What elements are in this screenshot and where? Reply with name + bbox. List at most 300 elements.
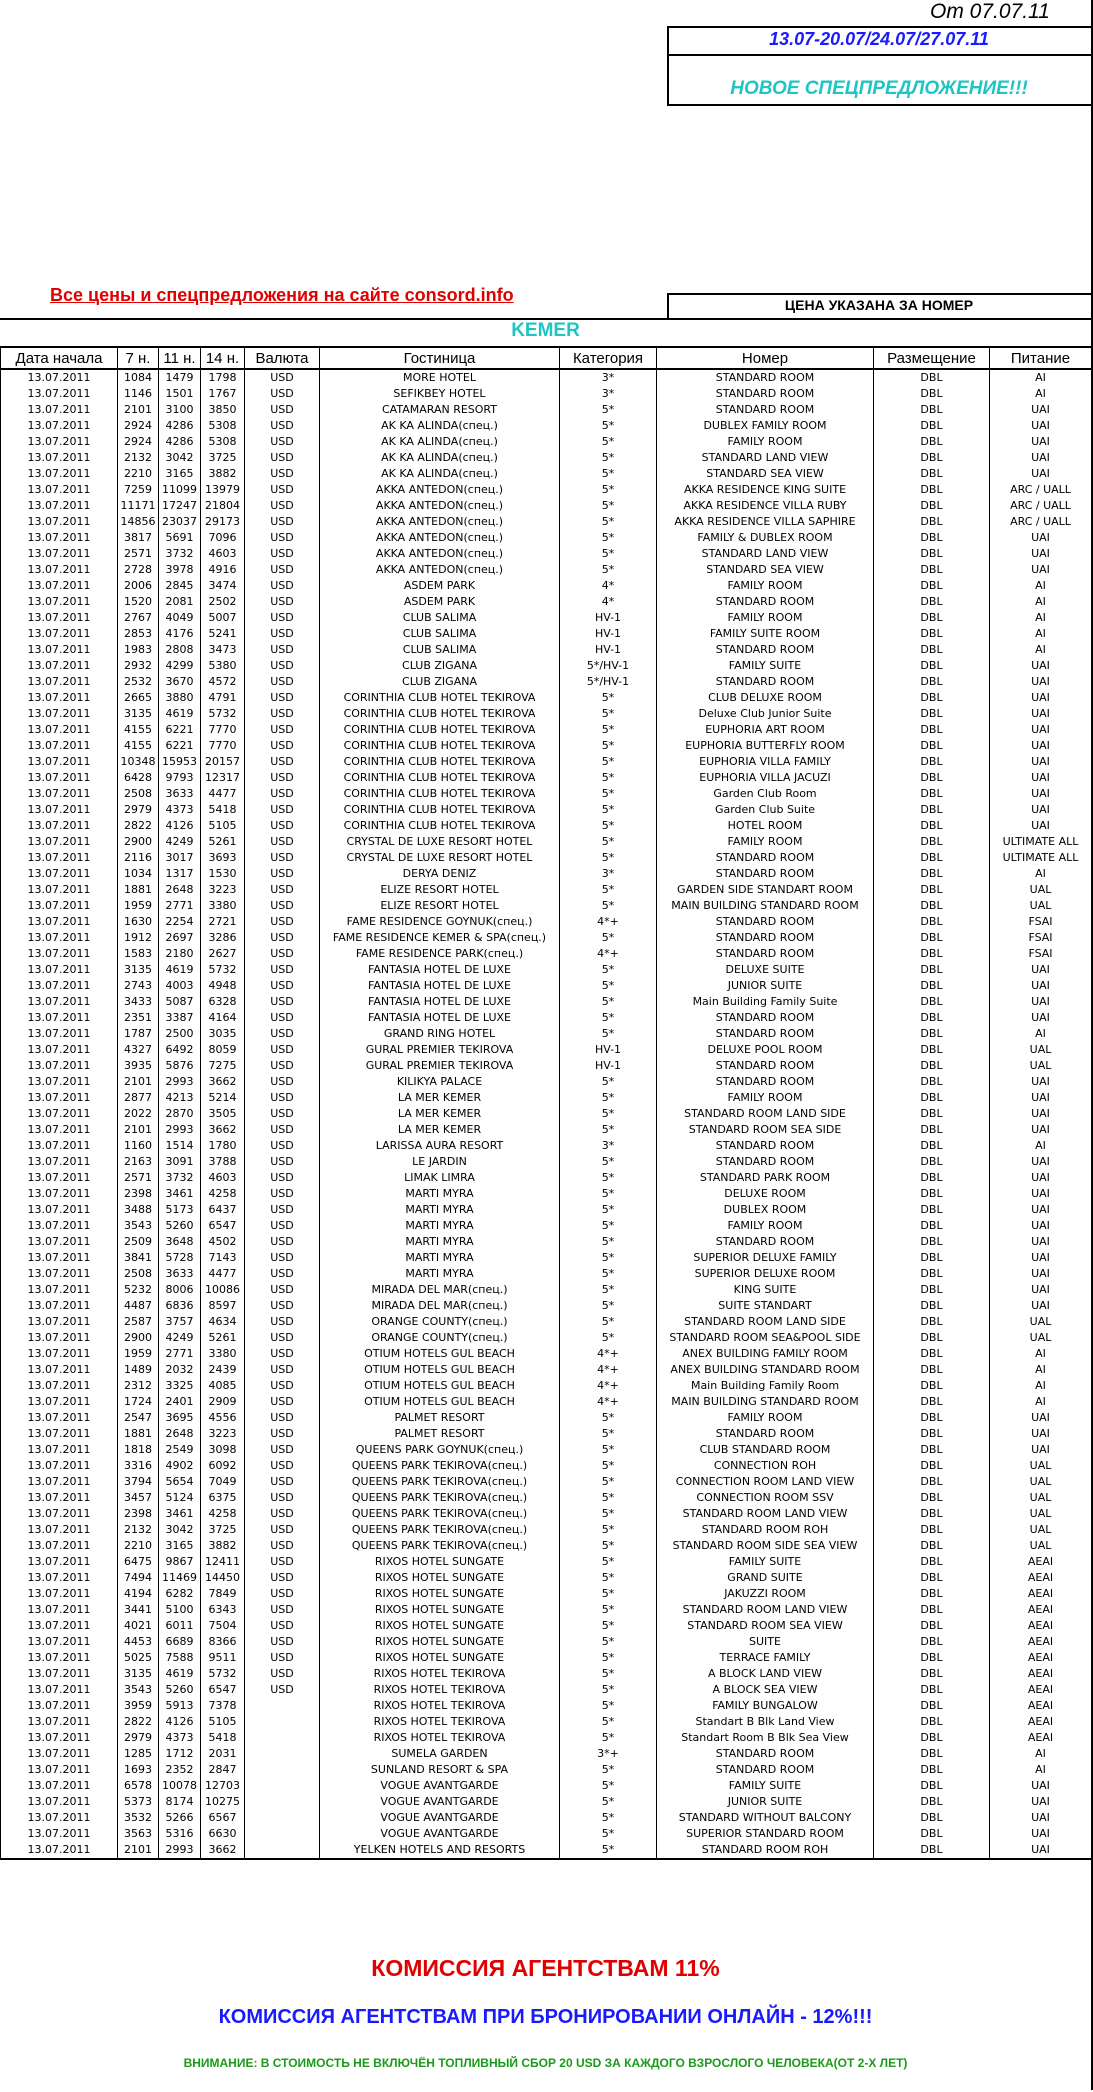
table-row bbox=[1, 1826, 1092, 1842]
col-hotel-cell: CLUB ZIGANA bbox=[320, 674, 560, 690]
col-start-date-cell: 13.07.2011 bbox=[1, 1618, 118, 1634]
col-room-cell: FAMILY ROOM bbox=[657, 1410, 874, 1426]
col-placement-cell: DBL bbox=[874, 1810, 990, 1826]
commission-text: КОМИССИЯ АГЕНТСТВАМ 11% bbox=[371, 1955, 720, 1981]
col-meal-cell: AI bbox=[990, 642, 1092, 658]
price-table bbox=[0, 346, 1092, 1860]
col-start-date-cell: 13.07.2011 bbox=[1, 594, 118, 610]
col-11n-cell: 4126 bbox=[159, 1714, 201, 1730]
col-category-cell: HV-1 bbox=[560, 1042, 657, 1058]
site-link[interactable]: Все цены и спецпредложения на сайте consord.info bbox=[50, 285, 514, 305]
col-placement-cell: DBL bbox=[874, 1730, 990, 1746]
col-category-cell: 4*+ bbox=[560, 1394, 657, 1410]
col-hotel-cell: RIXOS HOTEL SUNGATE bbox=[320, 1586, 560, 1602]
col-start-date-cell: 13.07.2011 bbox=[1, 802, 118, 818]
col-placement-cell: DBL bbox=[874, 482, 990, 498]
col-room-cell: STANDARD ROOM bbox=[657, 642, 874, 658]
col-7n-cell: 7259 bbox=[118, 482, 159, 498]
col-11n-cell: 5260 bbox=[159, 1218, 201, 1234]
col-currency-cell: USD bbox=[245, 1218, 320, 1234]
col-start-date-cell: 13.07.2011 bbox=[1, 1602, 118, 1618]
col-placement-cell: DBL bbox=[874, 962, 990, 978]
col-room-cell: STANDARD ROOM bbox=[657, 1762, 874, 1778]
col-hotel-cell: MARTI MYRA bbox=[320, 1266, 560, 1282]
col-placement-cell: DBL bbox=[874, 690, 990, 706]
col-hotel-cell: MORE HOTEL bbox=[320, 369, 560, 386]
col-meal-cell: ARC / UALL bbox=[990, 498, 1092, 514]
col-hotel-cell: MIRADA DEL MAR(спец.) bbox=[320, 1282, 560, 1298]
col-11n-cell: 2697 bbox=[159, 930, 201, 946]
table-row bbox=[1, 818, 1092, 834]
col-currency-cell: USD bbox=[245, 1650, 320, 1666]
table-row bbox=[1, 1762, 1092, 1778]
col-14n-cell: 4572 bbox=[201, 674, 245, 690]
col-placement-cell: DBL bbox=[874, 1362, 990, 1378]
col-meal-cell: UAL bbox=[990, 882, 1092, 898]
col-placement-cell: DBL bbox=[874, 1634, 990, 1650]
col-meal-cell: UAI bbox=[990, 994, 1092, 1010]
col-placement-cell: DBL bbox=[874, 530, 990, 546]
table-row bbox=[1, 706, 1092, 722]
col-7n-cell: 2547 bbox=[118, 1410, 159, 1426]
col-placement-cell: DBL bbox=[874, 642, 990, 658]
col-start-date-cell: 13.07.2011 bbox=[1, 1762, 118, 1778]
col-hotel-cell: CORINTHIA CLUB HOTEL TEKIROVA bbox=[320, 802, 560, 818]
col-placement-cell: DBL bbox=[874, 786, 990, 802]
col-hotel-cell: AK KA ALINDA(спец.) bbox=[320, 450, 560, 466]
col-meal-cell: UAI bbox=[990, 1074, 1092, 1090]
col-hotel-cell: GURAL PREMIER TEKIROVA bbox=[320, 1042, 560, 1058]
col-room-cell: STANDARD ROOM bbox=[657, 386, 874, 402]
col-currency-cell: USD bbox=[245, 369, 320, 386]
col-meal-cell: UAI bbox=[990, 978, 1092, 994]
col-hotel-cell: AKKA ANTEDON(спец.) bbox=[320, 530, 560, 546]
col-room-cell: STANDARD ROOM LAND VIEW bbox=[657, 1602, 874, 1618]
col-start-date-cell: 13.07.2011 bbox=[1, 1186, 118, 1202]
col-11n-cell: 4249 bbox=[159, 834, 201, 850]
table-row bbox=[1, 738, 1092, 754]
col-start-date-cell: 13.07.2011 bbox=[1, 1394, 118, 1410]
col-hotel-cell: MARTI MYRA bbox=[320, 1234, 560, 1250]
table-row bbox=[1, 1602, 1092, 1618]
col-category-cell: 3* bbox=[560, 369, 657, 386]
col-14n-cell: 1780 bbox=[201, 1138, 245, 1154]
col-placement-cell: DBL bbox=[874, 1378, 990, 1394]
col-currency-cell: USD bbox=[245, 1506, 320, 1522]
col-11n-cell: 6836 bbox=[159, 1298, 201, 1314]
table-row bbox=[1, 1458, 1092, 1474]
col-7n-cell: 2101 bbox=[118, 1074, 159, 1090]
col-meal-cell: AI bbox=[990, 1746, 1092, 1762]
col-11n-cell: 7588 bbox=[159, 1650, 201, 1666]
col-start-date-cell: 13.07.2011 bbox=[1, 642, 118, 658]
col-11n-cell: 3633 bbox=[159, 786, 201, 802]
col-14n-cell: 5380 bbox=[201, 658, 245, 674]
col-category-cell: 5* bbox=[560, 1506, 657, 1522]
col-7n-cell: 2877 bbox=[118, 1090, 159, 1106]
col-14n-cell: 6328 bbox=[201, 994, 245, 1010]
col-11n-cell: 3461 bbox=[159, 1506, 201, 1522]
col-start-date-cell: 13.07.2011 bbox=[1, 1746, 118, 1762]
col-category-cell: 5* bbox=[560, 1554, 657, 1570]
col-meal-cell: ULTIMATE ALL bbox=[990, 834, 1092, 850]
col-7n-cell: 2006 bbox=[118, 578, 159, 594]
col-7n-cell: 10348 bbox=[118, 754, 159, 770]
col-meal-cell: UAI bbox=[990, 1106, 1092, 1122]
col-currency-cell: USD bbox=[245, 594, 320, 610]
col-meal-cell: UAL bbox=[990, 1042, 1092, 1058]
col-7n-cell: 3457 bbox=[118, 1490, 159, 1506]
col-currency-cell: USD bbox=[245, 562, 320, 578]
col-hotel-cell: SUMELA GARDEN bbox=[320, 1746, 560, 1762]
col-room-cell: MAIN BUILDING STANDARD ROOM bbox=[657, 1394, 874, 1410]
col-7n-cell: 3543 bbox=[118, 1218, 159, 1234]
col-14n-cell: 3223 bbox=[201, 882, 245, 898]
table-row bbox=[1, 450, 1092, 466]
col-11n-cell: 4902 bbox=[159, 1458, 201, 1474]
col-room-cell: DUBLEX FAMILY ROOM bbox=[657, 418, 874, 434]
col-14n-cell: 4948 bbox=[201, 978, 245, 994]
col-11n-cell: 5124 bbox=[159, 1490, 201, 1506]
region-title: KEMER bbox=[511, 320, 580, 341]
col-meal-cell: UAI bbox=[990, 1794, 1092, 1810]
col-7n-cell: 2822 bbox=[118, 1714, 159, 1730]
col-start-date-cell: 13.07.2011 bbox=[1, 1138, 118, 1154]
col-11n-cell: 17247 bbox=[159, 498, 201, 514]
col-7n-cell: 7494 bbox=[118, 1570, 159, 1586]
col-category-cell: 5* bbox=[560, 1618, 657, 1634]
col-category-cell: 5*/HV-1 bbox=[560, 674, 657, 690]
col-11n-cell: 3732 bbox=[159, 546, 201, 562]
col-placement-cell: DBL bbox=[874, 722, 990, 738]
col-placement-cell: DBL bbox=[874, 1682, 990, 1698]
col-11n-cell: 1479 bbox=[159, 369, 201, 386]
col-currency-cell: USD bbox=[245, 1586, 320, 1602]
col-meal-cell: UAI bbox=[990, 1426, 1092, 1442]
col-placement-cell: DBL bbox=[874, 498, 990, 514]
col-currency-cell: USD bbox=[245, 962, 320, 978]
col-7n-cell: 2932 bbox=[118, 658, 159, 674]
col-hotel-cell: RIXOS HOTEL SUNGATE bbox=[320, 1602, 560, 1618]
col-hotel-cell: CORINTHIA CLUB HOTEL TEKIROVA bbox=[320, 754, 560, 770]
col-currency-cell: USD bbox=[245, 1682, 320, 1698]
col-currency-cell: USD bbox=[245, 546, 320, 562]
col-11n-cell: 3670 bbox=[159, 674, 201, 690]
col-currency-cell: USD bbox=[245, 658, 320, 674]
col-currency-cell: USD bbox=[245, 754, 320, 770]
col-category-cell: 5* bbox=[560, 850, 657, 866]
table-row bbox=[1, 802, 1092, 818]
col-11n-cell: 2993 bbox=[159, 1122, 201, 1138]
col-room-cell: EUPHORIA ART ROOM bbox=[657, 722, 874, 738]
col-14n-cell: 13979 bbox=[201, 482, 245, 498]
col-7n-cell: 2022 bbox=[118, 1106, 159, 1122]
col-7n-cell: 2508 bbox=[118, 1266, 159, 1282]
col-placement-cell: DBL bbox=[874, 578, 990, 594]
col-14n-cell: 1798 bbox=[201, 369, 245, 386]
col-7n-cell: 2351 bbox=[118, 1010, 159, 1026]
col-room-cell: FAMILY ROOM bbox=[657, 434, 874, 450]
col-11n-cell: 4286 bbox=[159, 418, 201, 434]
col-placement-cell: DBL bbox=[874, 658, 990, 674]
col-hotel-cell: MARTI MYRA bbox=[320, 1218, 560, 1234]
col-hotel-cell: FANTASIA HOTEL DE LUXE bbox=[320, 962, 560, 978]
col-room-cell: STANDARD ROOM bbox=[657, 946, 874, 962]
col-start-date-cell: 13.07.2011 bbox=[1, 530, 118, 546]
col-start-date-cell: 13.07.2011 bbox=[1, 706, 118, 722]
col-start-date-cell: 13.07.2011 bbox=[1, 786, 118, 802]
col-7n-cell: 2979 bbox=[118, 802, 159, 818]
col-room-cell: Standart Room B Blk Sea View bbox=[657, 1730, 874, 1746]
col-category-cell: 5* bbox=[560, 466, 657, 482]
col-room-cell: FAMILY BUNGALOW bbox=[657, 1698, 874, 1714]
col-hotel-cell: RIXOS HOTEL TEKIROVA bbox=[320, 1666, 560, 1682]
col-room-cell: EUPHORIA VILLA JACUZI bbox=[657, 770, 874, 786]
col-category-cell: 5* bbox=[560, 1010, 657, 1026]
col-placement-cell: DBL bbox=[874, 1522, 990, 1538]
col-placement-cell: DBL bbox=[874, 1122, 990, 1138]
table-row bbox=[1, 1714, 1092, 1730]
col-category-cell: 5* bbox=[560, 1282, 657, 1298]
col-currency-cell: USD bbox=[245, 642, 320, 658]
col-hotel-cell: LARISSA AURA RESORT bbox=[320, 1138, 560, 1154]
col-11n-cell: 3091 bbox=[159, 1154, 201, 1170]
col-11n-cell: 5100 bbox=[159, 1602, 201, 1618]
col-start-date-cell: 13.07.2011 bbox=[1, 1666, 118, 1682]
table-row bbox=[1, 866, 1092, 882]
col-14n-cell: 12411 bbox=[201, 1554, 245, 1570]
col-currency-cell: USD bbox=[245, 898, 320, 914]
col-hotel-cell: MARTI MYRA bbox=[320, 1202, 560, 1218]
col-category-cell: HV-1 bbox=[560, 610, 657, 626]
col-hotel-cell: OTIUM HOTELS GUL BEACH bbox=[320, 1378, 560, 1394]
col-placement-cell: DBL bbox=[874, 1314, 990, 1330]
col-category-cell: 5* bbox=[560, 450, 657, 466]
col-hotel-cell: QUEENS PARK TEKIROVA(спец.) bbox=[320, 1474, 560, 1490]
col-11n-cell: 3017 bbox=[159, 850, 201, 866]
col-room-cell: STANDARD ROOM bbox=[657, 1154, 874, 1170]
col-placement-cell: DBL bbox=[874, 1570, 990, 1586]
table-row bbox=[1, 898, 1092, 914]
col-7n-cell: 3135 bbox=[118, 1666, 159, 1682]
table-row bbox=[1, 1058, 1092, 1074]
col-category-cell: 5* bbox=[560, 930, 657, 946]
col-start-date-cell: 13.07.2011 bbox=[1, 1426, 118, 1442]
col-placement-cell: DBL bbox=[874, 1026, 990, 1042]
col-7n-cell: 2979 bbox=[118, 1730, 159, 1746]
col-currency-cell: USD bbox=[245, 530, 320, 546]
col-room-cell: AKKA RESIDENCE VILLA RUBY bbox=[657, 498, 874, 514]
col-start-date-cell: 13.07.2011 bbox=[1, 674, 118, 690]
col-meal-cell: UAI bbox=[990, 1410, 1092, 1426]
col-7n-cell: 2743 bbox=[118, 978, 159, 994]
col-placement-cell: DBL bbox=[874, 594, 990, 610]
table-header-row bbox=[1, 347, 1092, 369]
col-14n-cell: 8059 bbox=[201, 1042, 245, 1058]
col-meal-cell: UAL bbox=[990, 1538, 1092, 1554]
col-11n-cell: 2845 bbox=[159, 578, 201, 594]
col-placement-cell: DBL bbox=[874, 1298, 990, 1314]
col-currency-cell: USD bbox=[245, 1122, 320, 1138]
col-hotel-cell: YELKEN HOTELS AND RESORTS bbox=[320, 1842, 560, 1859]
col-hotel-cell: VOGUE AVANTGARDE bbox=[320, 1794, 560, 1810]
col-hotel-cell: CORINTHIA CLUB HOTEL TEKIROVA bbox=[320, 722, 560, 738]
col-room-cell: STANDARD ROOM SEA VIEW bbox=[657, 1618, 874, 1634]
col-7n-cell: 1084 bbox=[118, 369, 159, 386]
col-room-cell: CLUB DELUXE ROOM bbox=[657, 690, 874, 706]
col-hotel-cell: QUEENS PARK TEKIROVA(спец.) bbox=[320, 1538, 560, 1554]
col-currency-cell: USD bbox=[245, 1330, 320, 1346]
col-7n-cell: 3543 bbox=[118, 1682, 159, 1698]
col-7n-cell: 2101 bbox=[118, 402, 159, 418]
col-14n-cell: 12317 bbox=[201, 770, 245, 786]
col-room-cell: GARDEN SIDE STANDART ROOM bbox=[657, 882, 874, 898]
col-category-cell: 5* bbox=[560, 482, 657, 498]
col-meal-cell: AEAI bbox=[990, 1618, 1092, 1634]
col-currency-cell: USD bbox=[245, 1410, 320, 1426]
col-hotel-cell: ORANGE COUNTY(спец.) bbox=[320, 1330, 560, 1346]
col-14n-cell: 3505 bbox=[201, 1106, 245, 1122]
col-category-cell: 5* bbox=[560, 1106, 657, 1122]
col-category-cell: 5* bbox=[560, 1026, 657, 1042]
col-placement-cell: DBL bbox=[874, 754, 990, 770]
col-14n-cell: 2031 bbox=[201, 1746, 245, 1762]
col-room-cell: STANDARD ROOM ROH bbox=[657, 1842, 874, 1859]
col-7n-cell: 2924 bbox=[118, 418, 159, 434]
col-start-date-cell: 13.07.2011 bbox=[1, 1794, 118, 1810]
col-meal-cell: UAI bbox=[990, 418, 1092, 434]
col-room-cell: CLUB STANDARD ROOM bbox=[657, 1442, 874, 1458]
table-row bbox=[1, 546, 1092, 562]
col-placement-cell: DBL bbox=[874, 610, 990, 626]
col-7n-cell: 3841 bbox=[118, 1250, 159, 1266]
col-11n-cell: 1514 bbox=[159, 1138, 201, 1154]
table-row bbox=[1, 1186, 1092, 1202]
table-row bbox=[1, 1234, 1092, 1250]
col-hotel-cell: AKKA ANTEDON(спец.) bbox=[320, 498, 560, 514]
col-category-cell: 5* bbox=[560, 530, 657, 546]
col-14n-cell: 2627 bbox=[201, 946, 245, 962]
col-11n-cell: 3648 bbox=[159, 1234, 201, 1250]
col-14n-cell: 10275 bbox=[201, 1794, 245, 1810]
col-room-cell: FAMILY SUITE bbox=[657, 1554, 874, 1570]
table-row bbox=[1, 1106, 1092, 1122]
col-hotel-cell: OTIUM HOTELS GUL BEACH bbox=[320, 1346, 560, 1362]
col-meal-cell: AEAI bbox=[990, 1634, 1092, 1650]
col-14n-cell: 21804 bbox=[201, 498, 245, 514]
col-14n-cell: 2721 bbox=[201, 914, 245, 930]
col-meal-cell: UAI bbox=[990, 1202, 1092, 1218]
col-start-date-cell: 13.07.2011 bbox=[1, 402, 118, 418]
col-room-cell: FAMILY SUITE bbox=[657, 1778, 874, 1794]
col-currency-cell: USD bbox=[245, 1298, 320, 1314]
table-row bbox=[1, 1682, 1092, 1698]
col-meal-cell: AI bbox=[990, 1394, 1092, 1410]
col-category-cell: 5* bbox=[560, 1442, 657, 1458]
col-placement-cell: DBL bbox=[874, 706, 990, 722]
col-start-date-cell: 13.07.2011 bbox=[1, 578, 118, 594]
col-7n-cell: 1034 bbox=[118, 866, 159, 882]
col-hotel-cell: AKKA ANTEDON(спец.) bbox=[320, 514, 560, 530]
col-meal-cell: UAI bbox=[990, 722, 1092, 738]
col-category-cell: 5* bbox=[560, 1730, 657, 1746]
col-hotel-cell: CORINTHIA CLUB HOTEL TEKIROVA bbox=[320, 690, 560, 706]
col-category-cell: 5* bbox=[560, 1538, 657, 1554]
col-meal-cell: UAL bbox=[990, 1522, 1092, 1538]
col-category-cell: 5* bbox=[560, 754, 657, 770]
col-room-cell: EUPHORIA BUTTERFLY ROOM bbox=[657, 738, 874, 754]
col-hotel-cell: AK KA ALINDA(спец.) bbox=[320, 434, 560, 450]
col-category-cell: 5* bbox=[560, 1426, 657, 1442]
col-currency-cell: USD bbox=[245, 434, 320, 450]
col-currency-cell: USD bbox=[245, 482, 320, 498]
col-start-date-cell: 13.07.2011 bbox=[1, 1490, 118, 1506]
col-category-cell: 5* bbox=[560, 738, 657, 754]
col-14n-cell: 6547 bbox=[201, 1218, 245, 1234]
col-7n-cell: 2398 bbox=[118, 1186, 159, 1202]
col-category-cell: 5* bbox=[560, 1266, 657, 1282]
col-room-cell: DELUXE POOL ROOM bbox=[657, 1042, 874, 1058]
col-category-cell: 5* bbox=[560, 1474, 657, 1490]
col-room-cell: STANDARD ROOM LAND VIEW bbox=[657, 1506, 874, 1522]
col-start-date-cell: 13.07.2011 bbox=[1, 1554, 118, 1570]
table-row bbox=[1, 1490, 1092, 1506]
table-row bbox=[1, 386, 1092, 402]
table-row bbox=[1, 594, 1092, 610]
col-meal-cell: FSAI bbox=[990, 914, 1092, 930]
col-hotel-cell: AKKA ANTEDON(спец.) bbox=[320, 546, 560, 562]
col-meal-cell: AI bbox=[990, 578, 1092, 594]
col-7n-cell: 2587 bbox=[118, 1314, 159, 1330]
col-hotel-cell: SUNLAND RESORT & SPA bbox=[320, 1762, 560, 1778]
col-14n-cell: 5732 bbox=[201, 706, 245, 722]
col-currency-cell: USD bbox=[245, 1170, 320, 1186]
col-category-cell: 3* bbox=[560, 866, 657, 882]
col-start-date-cell: 13.07.2011 bbox=[1, 1026, 118, 1042]
table-row bbox=[1, 1394, 1092, 1410]
col-11n-cell: 2993 bbox=[159, 1842, 201, 1859]
col-room-cell: STANDARD ROOM bbox=[657, 1426, 874, 1442]
col-room-cell: STANDARD SEA VIEW bbox=[657, 562, 874, 578]
col-category-cell: 5* bbox=[560, 722, 657, 738]
col-11n-cell: 5260 bbox=[159, 1682, 201, 1698]
col-currency-cell: USD bbox=[245, 674, 320, 690]
col-meal-cell: AEAI bbox=[990, 1730, 1092, 1746]
col-7n-cell: 1520 bbox=[118, 594, 159, 610]
col-7n-cell: 2508 bbox=[118, 786, 159, 802]
col-category-cell: 3*+ bbox=[560, 1746, 657, 1762]
col-start-date-cell: 13.07.2011 bbox=[1, 1170, 118, 1186]
col-currency-cell: USD bbox=[245, 1554, 320, 1570]
col-category-cell: 4*+ bbox=[560, 1362, 657, 1378]
col-start-date-cell: 13.07.2011 bbox=[1, 1650, 118, 1666]
table-row bbox=[1, 1538, 1092, 1554]
col-7n-cell: 4155 bbox=[118, 722, 159, 738]
col-7n-cell: 1146 bbox=[118, 386, 159, 402]
col-meal-cell: AEAI bbox=[990, 1554, 1092, 1570]
col-category-cell: 5* bbox=[560, 1826, 657, 1842]
col-category-cell: 5* bbox=[560, 1842, 657, 1859]
col-7n-cell: 4155 bbox=[118, 738, 159, 754]
col-11n-cell: 3732 bbox=[159, 1170, 201, 1186]
col-category-cell: 5* bbox=[560, 1794, 657, 1810]
col-start-date-cell: 13.07.2011 bbox=[1, 482, 118, 498]
table-row bbox=[1, 1794, 1092, 1810]
col-hotel-cell: ASDEM PARK bbox=[320, 578, 560, 594]
col-meal-cell: AI bbox=[990, 610, 1092, 626]
col-currency-cell: USD bbox=[245, 1426, 320, 1442]
col-placement-cell: DBL bbox=[874, 850, 990, 866]
